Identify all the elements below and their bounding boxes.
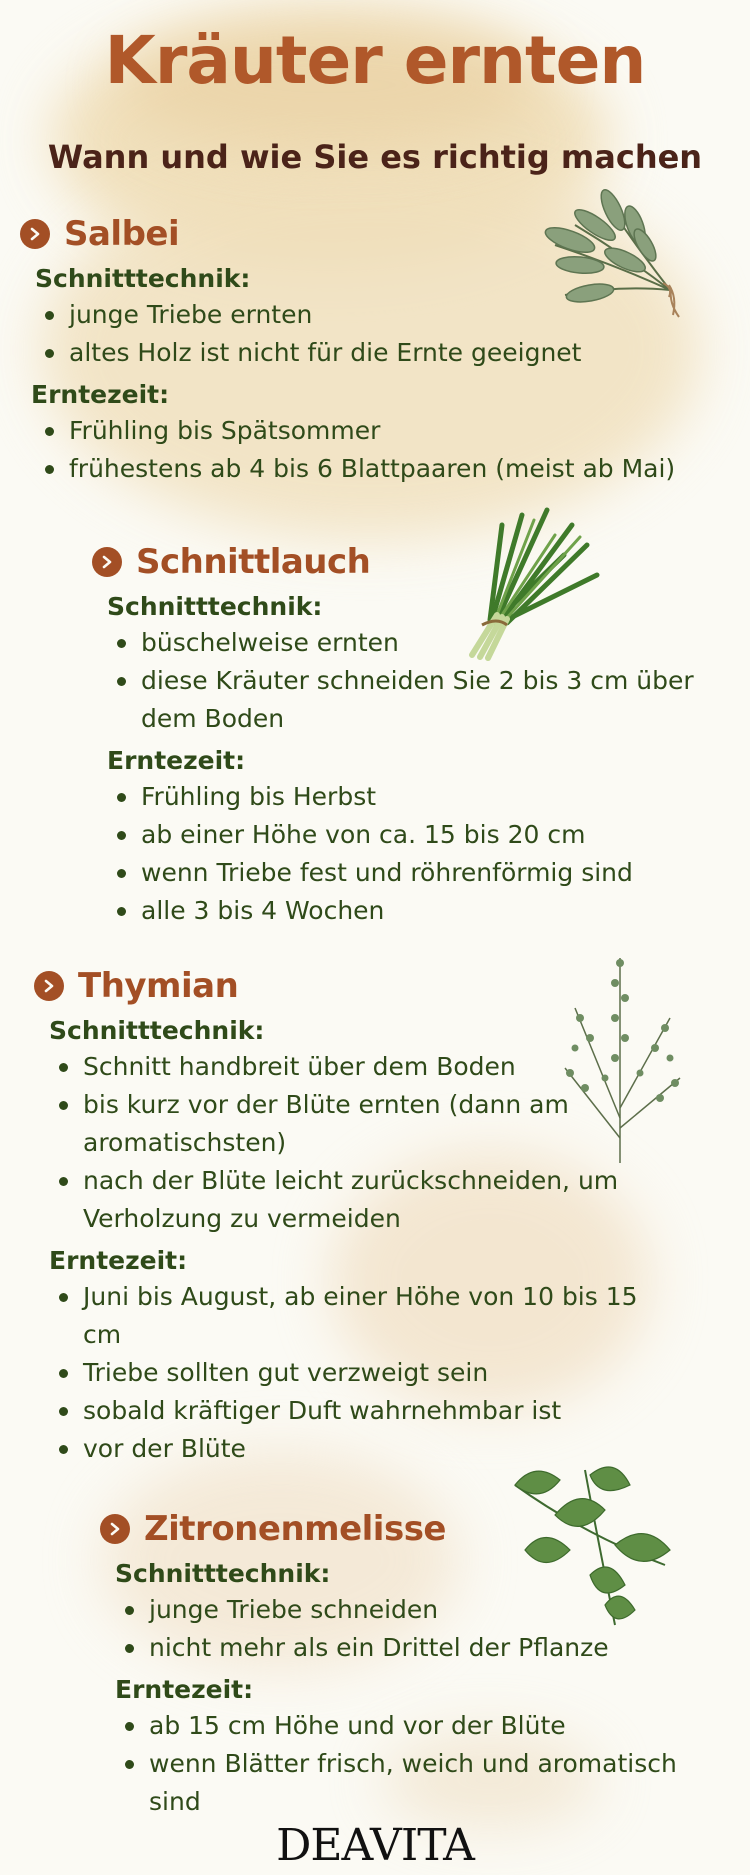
list-item: wenn Blätter frisch, weich und aromatisch sind — [115, 1745, 729, 1821]
list-item: nach der Blüte leicht zurückschneiden, um Verholzung zu vermeiden — [49, 1162, 663, 1238]
list-item: wenn Triebe fest und röhrenförmig sind — [107, 854, 732, 892]
section-title: Salbei — [64, 214, 180, 254]
list-item: vor der Blüte — [49, 1430, 724, 1468]
list-item: frühestens ab 4 bis 6 Blattpaaren (meist ab Mai) — [35, 450, 720, 488]
list-item: alle 3 bis 4 Wochen — [107, 892, 732, 930]
harvest-time-label: Erntezeit: — [31, 380, 170, 409]
chevron-right-icon — [92, 547, 122, 577]
list-item: Juni bis August, ab einer Höhe von 10 bis 15 cm — [49, 1278, 683, 1354]
list-item: Frühling bis Herbst — [107, 778, 732, 816]
page-title: Kräuter ernten — [104, 22, 646, 99]
harvest-time-list — [107, 778, 732, 930]
list-item: ab 15 cm Höhe und vor der Blüte — [115, 1707, 720, 1745]
list-item: altes Holz ist nicht für die Ernte geeignet — [35, 334, 720, 372]
harvest-time-label: Erntezeit: — [49, 1246, 188, 1275]
harvest-time-label: Erntezeit: — [107, 746, 246, 775]
chevron-right-icon — [100, 1514, 130, 1544]
sage-illustration — [535, 185, 695, 345]
section-schnittlauch — [92, 540, 732, 930]
harvest-time-label: Erntezeit: — [115, 1675, 254, 1704]
thyme-illustration — [545, 938, 695, 1168]
harvest-time-list — [115, 1707, 720, 1821]
technique-label: Schnitttechnik: — [35, 264, 251, 293]
list-item: nicht mehr als ein Drittel der Pflanze — [115, 1629, 720, 1667]
lemon-balm-illustration — [495, 1455, 695, 1635]
deavita-logo: DEAVITA — [276, 1820, 474, 1871]
chevron-right-icon — [34, 971, 64, 1001]
page-subtitle: Wann und wie Sie es richtig machen — [47, 138, 703, 176]
technique-label: Schnitttechnik: — [107, 592, 323, 621]
section-header — [92, 540, 732, 584]
technique-list — [107, 624, 732, 738]
list-item: junge Triebe schneiden — [115, 1591, 720, 1629]
list-item: sobald kräftiger Duft wahrnehmbar ist — [49, 1392, 724, 1430]
list-item: Frühling bis Spätsommer — [35, 412, 720, 450]
list-item: diese Kräuter schneiden Sie 2 bis 3 cm über dem Boden — [107, 662, 701, 738]
list-item: ab einer Höhe von ca. 15 bis 20 cm — [107, 816, 732, 854]
technique-label: Schnitttechnik: — [49, 1016, 265, 1045]
list-item: bis kurz vor der Blüte ernten (dann am aromatischsten) — [49, 1086, 603, 1162]
harvest-time-list — [49, 1278, 724, 1468]
list-item: Triebe sollten gut verzweigt sein — [49, 1354, 724, 1392]
technique-label: Schnitttechnik: — [115, 1559, 331, 1588]
chevron-right-icon — [20, 219, 50, 249]
section-title: Zitronenmelisse — [144, 1509, 446, 1549]
list-item: junge Triebe ernten — [35, 296, 720, 334]
chives-illustration — [452, 495, 612, 665]
list-item: Schnitt handbreit über dem Boden — [49, 1048, 724, 1086]
section-title: Schnittlauch — [136, 542, 371, 582]
list-item: büschelweise ernten — [107, 624, 732, 662]
section-title: Thymian — [78, 966, 239, 1006]
harvest-time-list — [35, 412, 720, 488]
